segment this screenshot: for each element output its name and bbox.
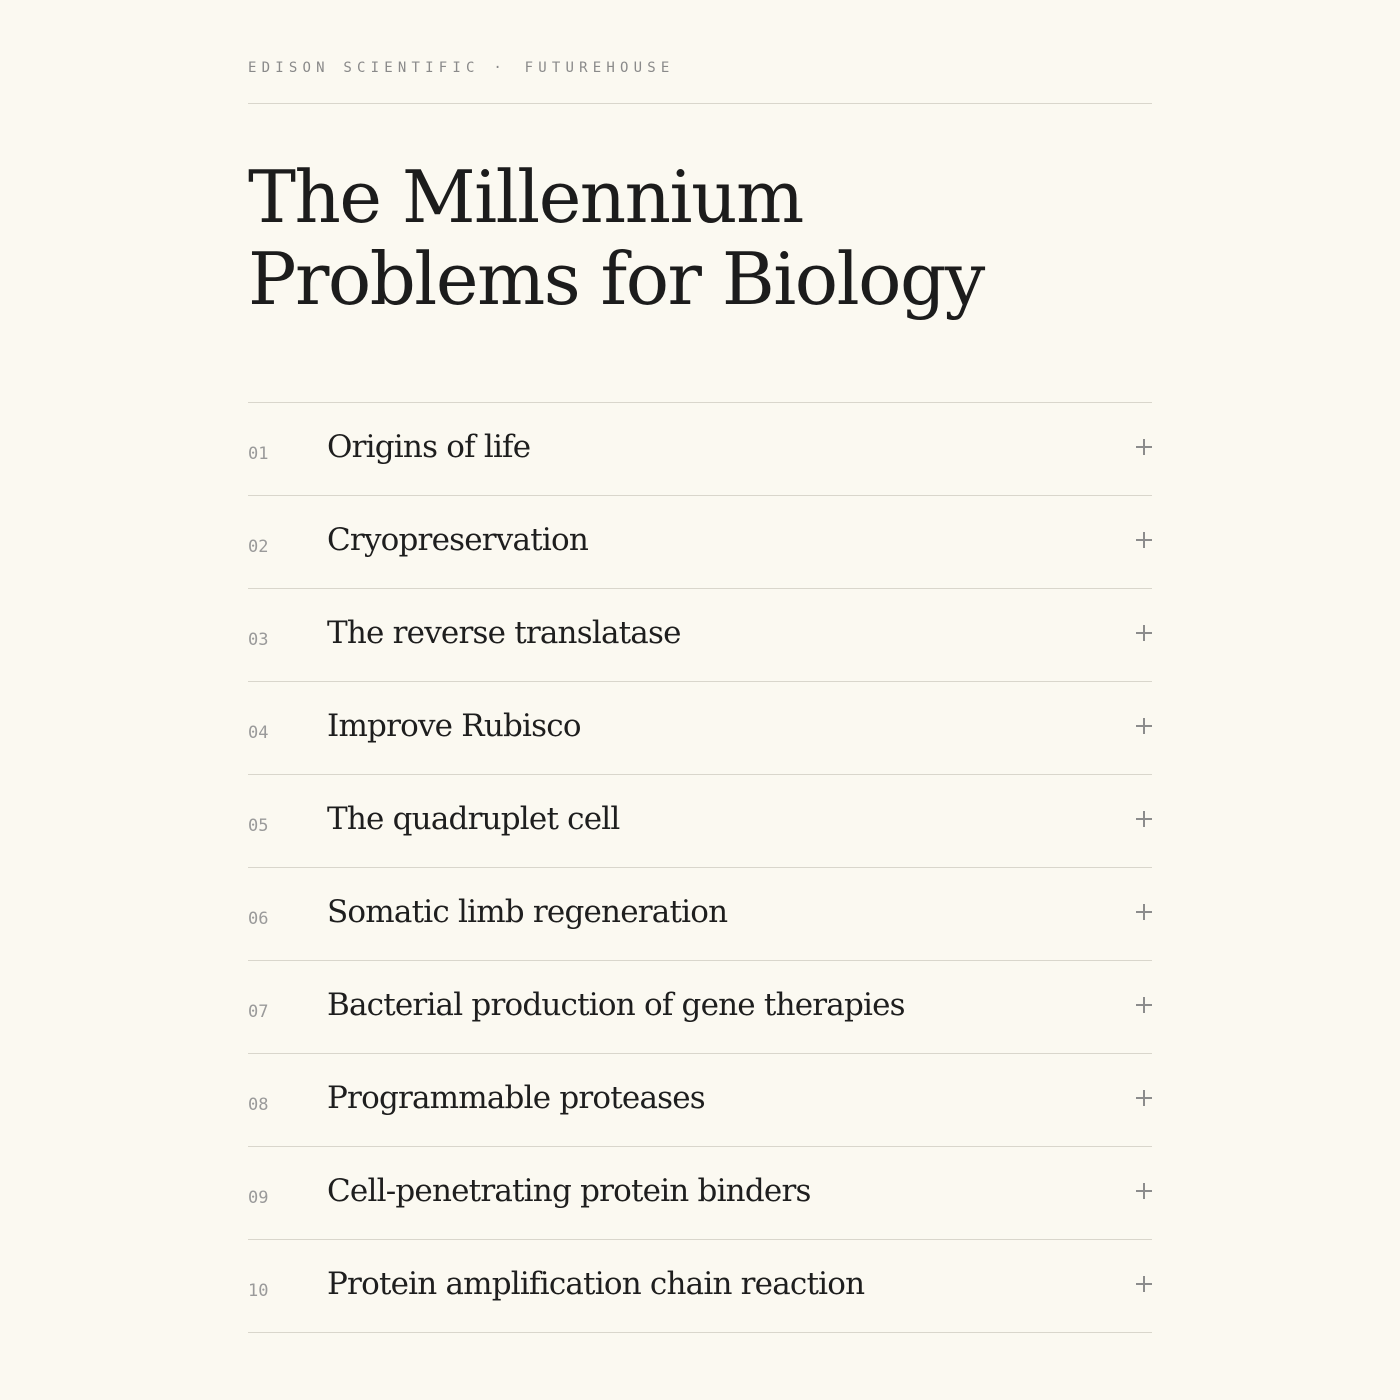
problem-row-04[interactable] xyxy=(248,682,1152,775)
problem-number: 03 xyxy=(248,630,269,650)
page-title-line-2: Problems for Biology xyxy=(248,237,984,321)
problem-number: 08 xyxy=(248,1095,269,1115)
page-title-line-1: The Millennium xyxy=(248,155,803,239)
problem-title: Bacterial production of gene therapies xyxy=(327,987,905,1023)
problem-row-01[interactable] xyxy=(248,403,1152,496)
problem-title: Cryopreservation xyxy=(327,522,588,558)
problem-number: 07 xyxy=(248,1002,269,1022)
plus-icon[interactable] xyxy=(1136,532,1152,548)
problem-row-07[interactable] xyxy=(248,961,1152,1054)
problem-number: 02 xyxy=(248,537,269,557)
problem-title: Improve Rubisco xyxy=(327,708,581,744)
problem-number: 05 xyxy=(248,816,269,836)
plus-icon[interactable] xyxy=(1136,718,1152,734)
problem-title: Protein amplification chain reaction xyxy=(327,1266,865,1302)
plus-icon[interactable] xyxy=(1136,1276,1152,1292)
brand-edison-scientific: EDISON SCIENTIFIC xyxy=(248,60,480,76)
problem-list xyxy=(248,402,1152,1333)
plus-icon[interactable] xyxy=(1136,1183,1152,1199)
plus-icon[interactable] xyxy=(1136,625,1152,641)
problem-title: Origins of life xyxy=(327,429,531,465)
problem-title: The reverse translatase xyxy=(327,615,681,651)
problem-row-09[interactable] xyxy=(248,1147,1152,1240)
problem-row-10[interactable] xyxy=(248,1240,1152,1333)
brand-separator: · xyxy=(493,60,507,76)
header-divider xyxy=(248,103,1152,104)
problem-row-02[interactable] xyxy=(248,496,1152,589)
problem-title: The quadruplet cell xyxy=(327,801,620,837)
problem-number: 10 xyxy=(248,1281,269,1301)
page-title xyxy=(248,156,984,320)
plus-icon[interactable] xyxy=(1136,811,1152,827)
plus-icon[interactable] xyxy=(1136,439,1152,455)
problem-number: 01 xyxy=(248,444,269,464)
problem-number: 09 xyxy=(248,1188,269,1208)
problem-row-03[interactable] xyxy=(248,589,1152,682)
problem-title: Programmable proteases xyxy=(327,1080,705,1116)
problem-title: Somatic limb regeneration xyxy=(327,894,728,930)
problem-row-08[interactable] xyxy=(248,1054,1152,1147)
brand-futurehouse: FUTUREHOUSE xyxy=(524,60,675,76)
problem-row-05[interactable] xyxy=(248,775,1152,868)
problem-title: Cell-penetrating protein binders xyxy=(327,1173,811,1209)
brand-header xyxy=(248,60,675,76)
plus-icon[interactable] xyxy=(1136,904,1152,920)
plus-icon[interactable] xyxy=(1136,997,1152,1013)
problem-number: 06 xyxy=(248,909,269,929)
plus-icon[interactable] xyxy=(1136,1090,1152,1106)
problem-row-06[interactable] xyxy=(248,868,1152,961)
problem-number: 04 xyxy=(248,723,269,743)
